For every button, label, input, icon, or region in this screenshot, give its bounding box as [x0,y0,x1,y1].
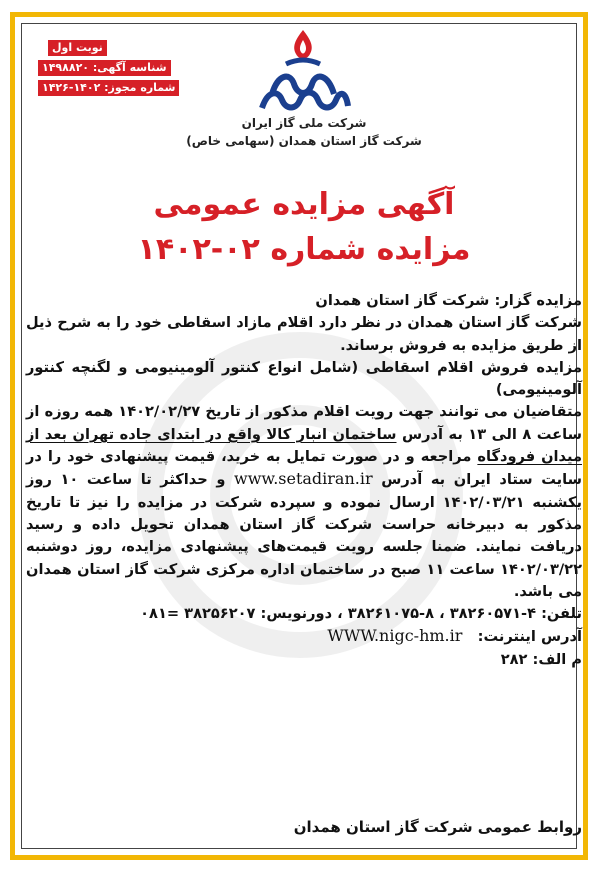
reference-line: م الف: ۲۸۲ [500,650,582,668]
ad-id-badge: شناسه آگهی: ۱۴۹۸۸۲۰ [38,60,171,76]
phone-numbers: ۴-۳۸۲۶۰۵۷۱ ، ۸-۳۸۲۶۱۰۷۵ ، دورنویس: ۳۸۲۵۶۲۰۷ =۰۸۱ [140,605,536,623]
notice-title: آگهی مزایده عمومی [153,187,455,222]
website-label: آدرس اینترنت: [477,628,582,646]
license-number-badge: شماره مجوز: ۱۴۰۲-۱۴۲۶ [38,80,179,96]
deadline-text: و حداکثر تا ساعت ۱۰ روز یکشنبه ۱۴۰۲/۰۳/۲۱ ارسال نموده و سپرده شرکت در مزایده را نیز تا تاریخ مذکور به دبیرخانه حراست شرکت گاز استان همدان تحویل داده و رسید دریافت نمایند. ضمنا جلسه رویت قیمت‌های پیشنهادی مزایده، روز دوشنبه ۱۴۰۲/۰۳/۲۲ ساعت ۱۱ صبح در ساختمان اداره مرکزی شرکت گاز استان همدان می باشد. [26,471,582,600]
intro-paragraph: شرکت گاز استان همدان در نظر دارد اقلام مازاد اسقاطی خود را به شرح ذیل از طریق مزایده به فروش برساند. [26,314,582,354]
warehouse-address: ساختمان انبار کالا واقع در ابتدای جاده تهران بعد از میدان فرودگاه [26,425,582,466]
items-paragraph: مزایده فروش اقلام اسقاطی (شامل انواع کنتور آلومینیومی و لگنچه کنتور آلومینیومی) [26,358,582,399]
bid-instructions-text: مراجعه و در صورت تمایل به خرید، قیمت پیشنهادی خود را در سایت ستاد ایران به آدرس [26,448,582,489]
auctioneer-line: مزایده گزار: شرکت گاز استان همدان [315,292,582,309]
instructions-paragraph [26,401,582,603]
org-subtitle: شرکت گاز استان همدان (سهامی خاص) [186,134,422,148]
auction-number-title: مزایده شماره ۰۲-۱۴۰۲ [137,232,471,267]
org-name: شرکت ملی گاز ایران [241,116,367,130]
notice-body [26,290,582,671]
nigc-logo-icon [252,28,354,114]
notice-round-badge: نوبت اول [48,40,107,56]
phone-label: تلفن: [541,605,582,623]
phone-line [26,603,582,625]
website-line [26,625,582,648]
company-website-link[interactable]: WWW.nigc-hm.ir [327,626,463,646]
setadiran-link[interactable]: www.setadiran.ir [234,469,373,489]
public-relations-signature: روابط عمومی شرکت گاز استان همدان [293,818,582,836]
visit-dates-text: متقاضیان می توانند جهت رویت اقلام مذکور از تاریخ ۱۴۰۲/۰۲/۲۷ همه روزه از ساعت ۸ الی ۱۳ به آدرس [26,403,583,443]
